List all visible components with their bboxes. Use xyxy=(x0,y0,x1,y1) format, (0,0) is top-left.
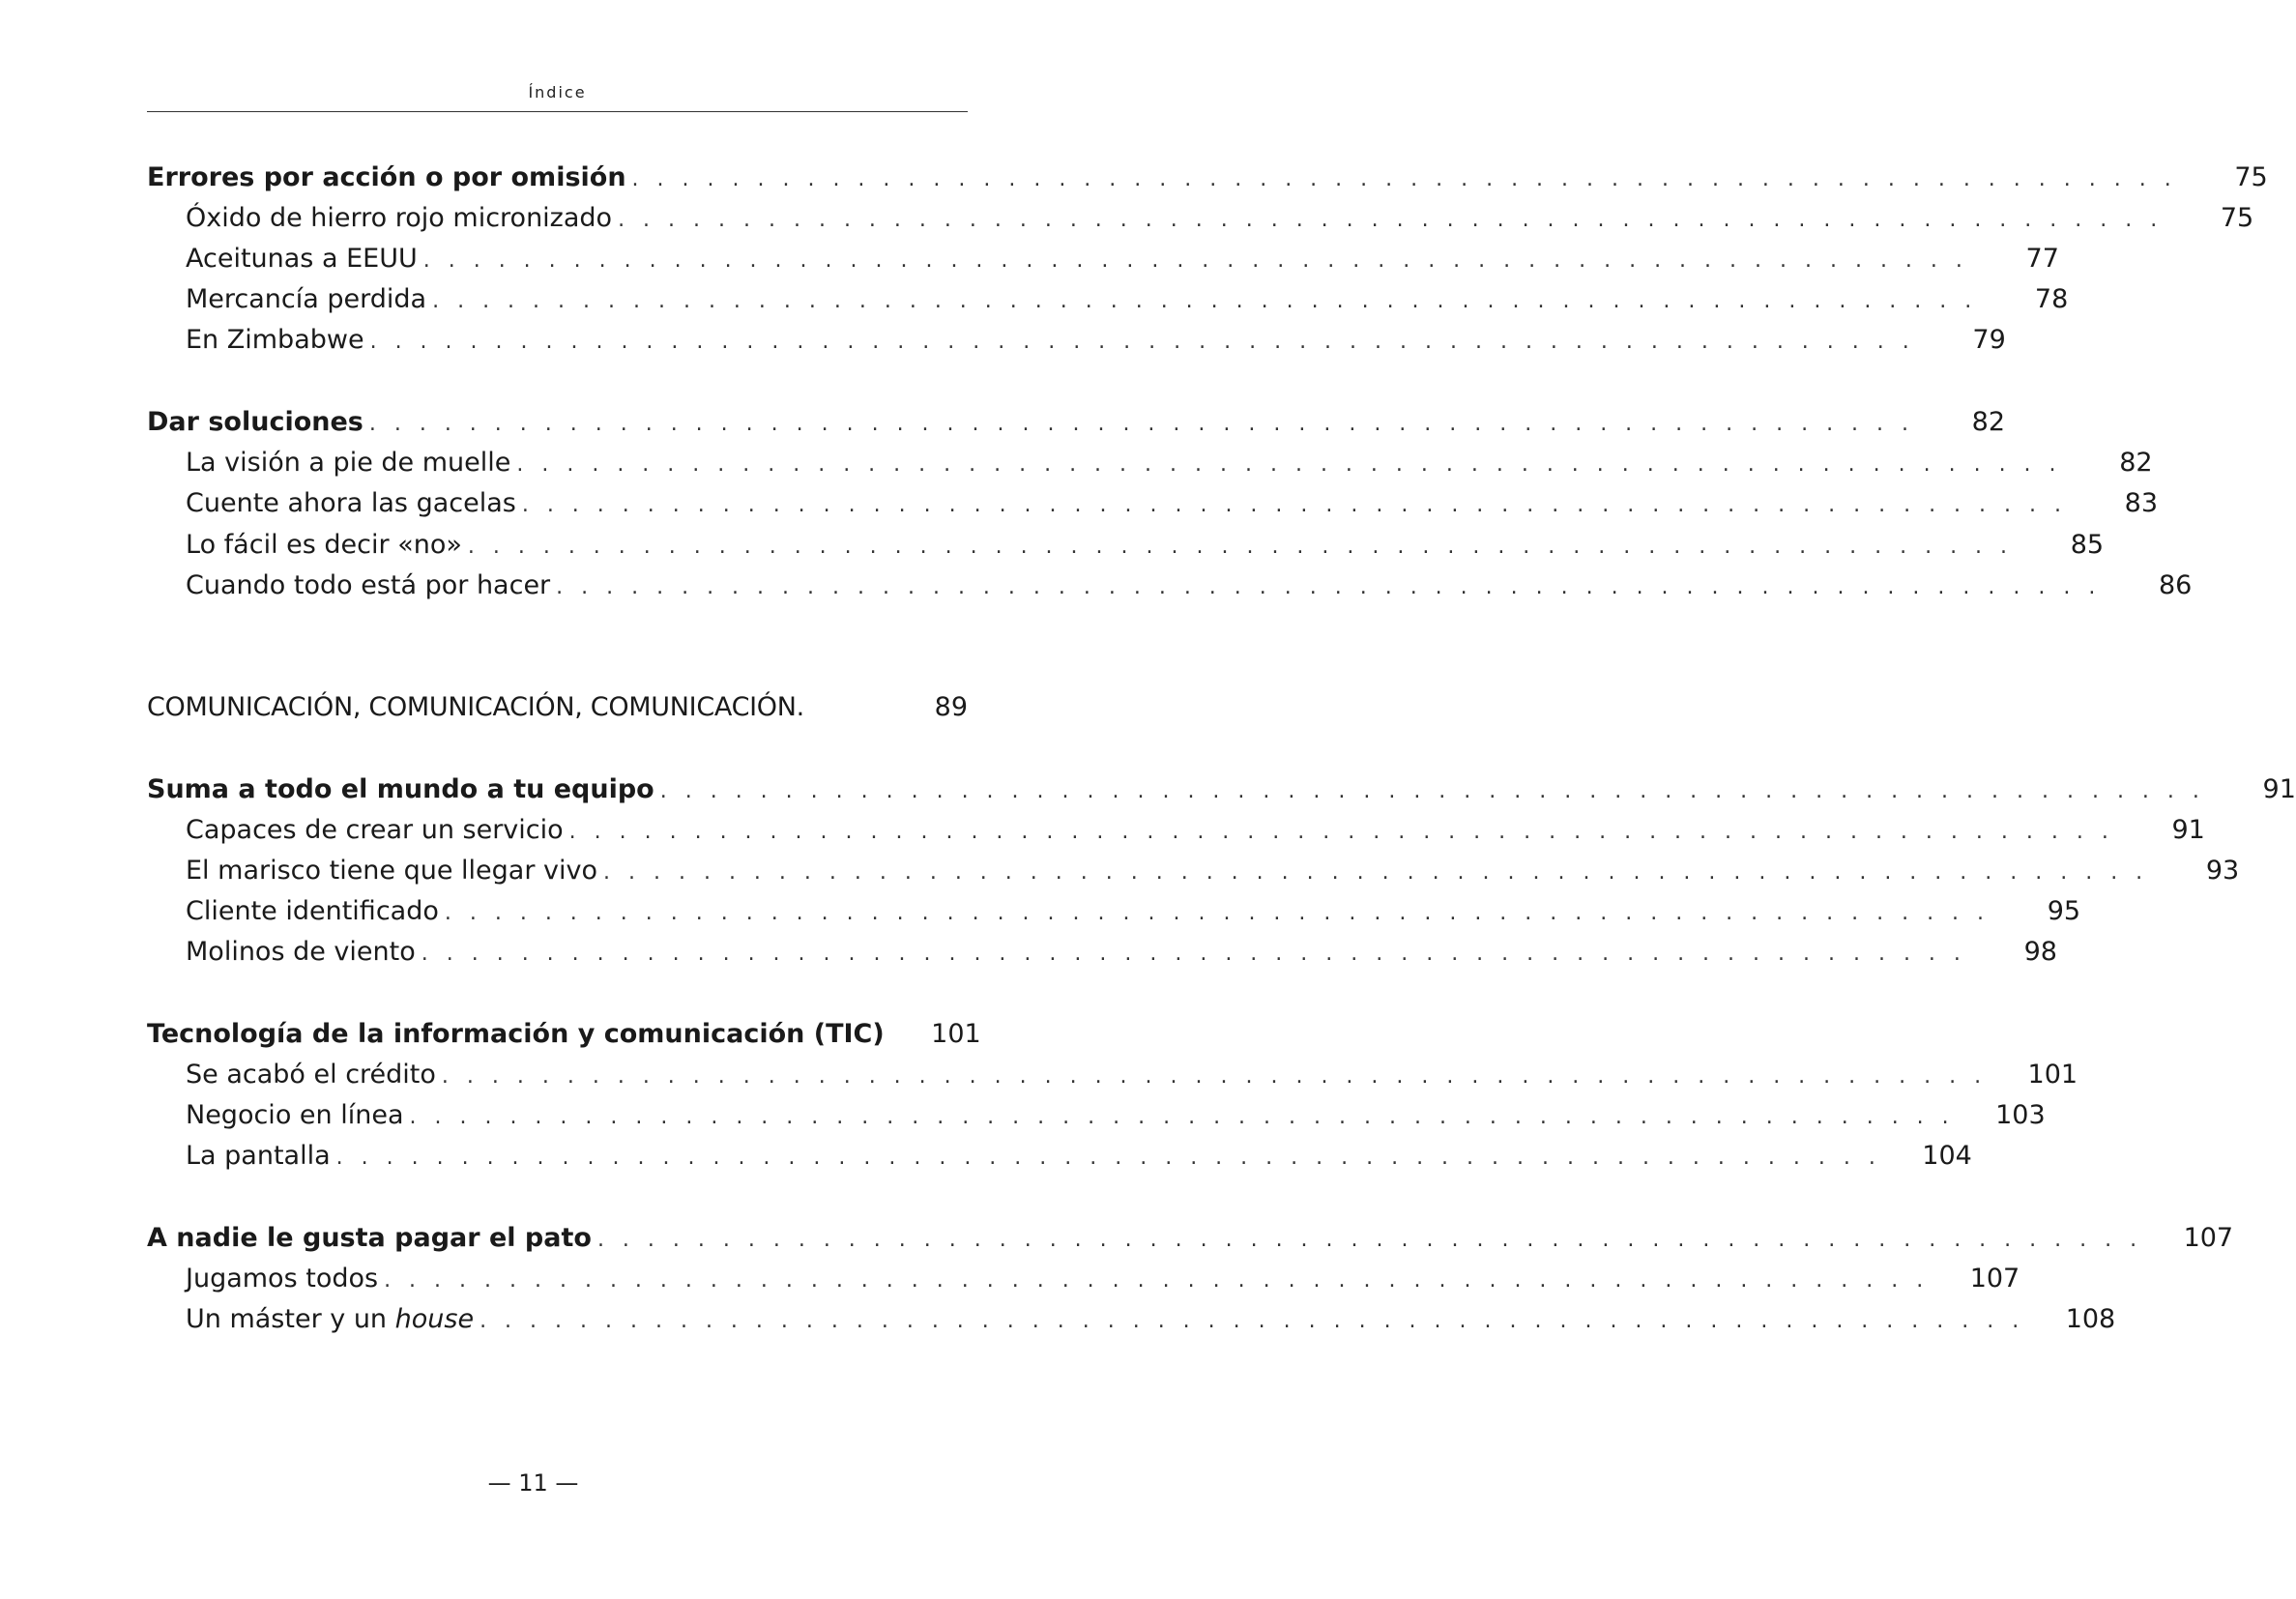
dot-leader: . . . . . . . . . . . . . . . . . . . . . . . . . . . . . . . . . . . . . . . . . . . . . . . . . . . . . . . . . . . . . . xyxy=(421,942,1966,966)
dot-leader: . . . . . . . . . . . . . . . . . . . . . . . . . . . . . . . . . . . . . . . . . . . . . . . . . . . . . . . . . . . . . . xyxy=(444,901,1991,925)
toc-entry-page: 75 xyxy=(2220,203,2254,233)
toc-entry-title-roman: Un máster y un xyxy=(186,1304,388,1334)
toc-entry[interactable] xyxy=(186,1056,2078,1094)
toc-entry[interactable] xyxy=(147,1015,981,1054)
toc-entry-page: 85 xyxy=(2070,530,2105,560)
toc-entry-title: Se acabó el crédito xyxy=(186,1060,436,1090)
toc-entry-page: 107 xyxy=(2183,1223,2234,1253)
toc-entry-title: COMUNICACIÓN, COMUNICACIÓN, COMUNICACIÓN. xyxy=(147,692,804,722)
toc-entry[interactable] xyxy=(186,280,2069,319)
toc-entry-title: Negocio en línea xyxy=(186,1100,404,1130)
running-title: Índice xyxy=(528,83,587,102)
toc-entry-page: 91 xyxy=(2262,774,2296,804)
toc-entry-page: 91 xyxy=(2171,815,2205,845)
toc-entry[interactable] xyxy=(186,321,2006,360)
dot-leader: . . . . . . . . . . . . . . . . . . . . . . . . . . . . . . . . . . . . . . . . . . . . . . . . . . . . . . . . . . . . . . xyxy=(556,575,2102,599)
dot-leader: . . . . . . . . . . . . . . . . . . . . . . . . . . . . . . . . . . . . . . . . . . . . . . . . . . . . . . . . . . . . . . xyxy=(335,1146,1881,1170)
toc-entry-page: 98 xyxy=(2023,937,2057,967)
toc-entry-page: 75 xyxy=(2234,162,2268,192)
dot-leader: . . . . . . . . . . . . . . . . . . . . . . . . . . . . . . . . . . . . . . . . . . . . . . . . . . . . . . . . . . . . . . xyxy=(432,289,1978,313)
toc-entry-page: 78 xyxy=(2034,284,2069,314)
toc-entry-page: 101 xyxy=(2027,1060,2078,1090)
toc-entry-page: 104 xyxy=(1922,1141,1972,1171)
toc-entry[interactable] xyxy=(186,1300,2116,1339)
dot-leader: . . . . . . . . . . . . . . . . . . . . . . . . . . . . . . . . . . . . . . . . . . . . . . . . . . . . . . . . . . . . . . xyxy=(521,493,2067,517)
toc-entry-page: 79 xyxy=(1972,325,2006,355)
toc-entry-title: A nadie le gusta pagar el pato xyxy=(147,1223,592,1253)
toc-entry-title: Cuando todo está por hacer xyxy=(186,570,551,600)
dot-leader: . . . . . . . . . . . . . . . . . . . . . . . . . . . . . . . . . . . . . . . . . . . . . . . . . . . . . . . . . . . . . . xyxy=(369,330,1915,354)
toc-entry-page: 101 xyxy=(931,1019,981,1049)
dot-leader: . . . . . . . . . . . . . . . . . . . . . . . . . . . . . . . . . . . . . . . . . . . . . . . . . . . . . . . . . . . . . . xyxy=(467,535,2014,559)
toc-entry-title-italic: house xyxy=(394,1304,475,1334)
toc-entry[interactable] xyxy=(186,1260,2020,1298)
toc-entry[interactable] xyxy=(147,159,2268,197)
toc-entry-page: 95 xyxy=(2047,896,2081,926)
toc-entry-title: Cliente identificado xyxy=(186,896,439,926)
toc-entry[interactable] xyxy=(186,484,2158,523)
toc-entry[interactable] xyxy=(186,811,2205,850)
dot-leader: . . . . . . . . . . . . . . . . . . . . . . . . . . . . . . . . . . . . . . . . . . . . . . . . . . . . . . . . . . . . . . xyxy=(422,248,1968,273)
toc-entry-page: 93 xyxy=(2205,856,2240,886)
toc-entry-page: 103 xyxy=(1995,1100,2046,1130)
toc-entry-title: Capaces de crear un servicio xyxy=(186,815,564,845)
toc-entry-title: Dar soluciones xyxy=(147,407,363,437)
toc-entry-title xyxy=(186,1300,474,1339)
dot-leader: . . . . . . . . . . . . . . . . . . . . . . . . . . . . . . . . . . . . . . . . . . . . . . . . . . . . . . . . . . . . . . xyxy=(659,779,2205,803)
toc-entry-title: Errores por acción o por omisión xyxy=(147,162,626,192)
toc-entry-title: Mercancía perdida xyxy=(186,284,427,314)
dot-leader: . . . . . . . . . . . . . . . . . . . . . . . . . . . . . . . . . . . . . . . . . . . . . . . . . . . . . . . . . . . . . . xyxy=(596,1228,2143,1252)
dot-leader: . . . . . . . . . . . . . . . . . . . . . . . . . . . . . . . . . . . . . . . . . . . . . . . . . . . . . . . . . . . . . . xyxy=(568,820,2114,844)
toc-entry-title: Molinos de viento xyxy=(186,937,416,967)
dot-leader: . . . . . . . . . . . . . . . . . . . . . . . . . . . . . . . . . . . . . . . . . . . . . . . . . . . . . . . . . . . . . . xyxy=(384,1268,1930,1293)
dot-leader: . . . . . . . . . . . . . . . . . . . . . . . . . . . . . . . . . . . . . . . . . . . . . . . . . . . . . . . . . . . . . . xyxy=(441,1064,1988,1089)
toc-entry[interactable] xyxy=(186,199,2254,238)
toc-entry[interactable] xyxy=(186,526,2105,565)
toc-entry[interactable] xyxy=(186,444,2153,482)
dot-leader: . . . . . . . . . . . . . . . . . . . . . . . . . . . . . . . . . . . . . . . . . . . . . . . . . . . . . . . . . . . . . . xyxy=(631,167,2177,191)
toc-entry-title: Cuente ahora las gacelas xyxy=(186,488,516,518)
header-rule xyxy=(147,111,968,112)
dot-leader: . . . . . . . . . . . . . . . . . . . . . . . . . . . . . . . . . . . . . . . . . . . . . . . . . . . . . . . . . . . . . . xyxy=(618,208,2164,232)
toc-entry[interactable] xyxy=(186,933,2057,972)
toc-entry[interactable] xyxy=(147,770,2296,809)
toc-entry[interactable] xyxy=(186,1096,2046,1135)
dot-leader: . . . . . . . . . . . . . . . . . . . . . . . . . . . . . . . . . . . . . . . . . . . . . . . . . . . . . . . . . . . . . . xyxy=(603,860,2149,885)
toc-entry[interactable] xyxy=(186,892,2081,931)
toc-part-entry[interactable] xyxy=(147,688,968,727)
toc-entry-title: Jugamos todos xyxy=(186,1264,379,1294)
toc-entry-title: La visión a pie de muelle xyxy=(186,448,511,478)
toc-entry-page: 82 xyxy=(2119,448,2153,478)
toc-entry-title: Óxido de hierro rojo micronizado xyxy=(186,203,613,233)
toc-entry-title: Suma a todo el mundo a tu equipo xyxy=(147,774,654,804)
toc-entry[interactable] xyxy=(186,240,2059,278)
toc-entry-title: En Zimbabwe xyxy=(186,325,364,355)
page-number: — 11 — xyxy=(487,1469,579,1497)
toc-entry-page: 107 xyxy=(1969,1264,2020,1294)
toc-entry-title: Lo fácil es decir «no» xyxy=(186,530,462,560)
dot-leader: . . . . . . . . . . . . . . . . . . . . . . . . . . . . . . . . . . . . . . . . . . . . . . . . . . . . . . . . . . . . . . xyxy=(368,412,1915,436)
toc-entry-page: 83 xyxy=(2124,488,2158,518)
dot-leader: . . . . . . . . . . . . . . . . . . . . . . . . . . . . . . . . . . . . . . . . . . . . . . . . . . . . . . . . . . . . . . xyxy=(480,1309,2025,1333)
dot-leader: . . . . . . . . . . . . . . . . . . . . . . . . . . . . . . . . . . . . . . . . . . . . . . . . . . . . . . . . . . . . . . xyxy=(409,1105,1955,1129)
toc-entry-title: Tecnología de la información y comunicación (TIC) xyxy=(147,1019,885,1049)
toc-entry-title: Aceitunas a EEUU xyxy=(186,244,418,274)
toc-entry-page: 89 xyxy=(934,692,968,722)
toc-entry[interactable] xyxy=(147,403,2006,442)
toc-entry[interactable] xyxy=(186,1137,1972,1176)
toc-entry[interactable] xyxy=(147,1219,2234,1258)
toc-entry-page: 108 xyxy=(2065,1304,2116,1334)
toc-entry-page: 86 xyxy=(2158,570,2193,600)
toc-entry[interactable] xyxy=(186,852,2240,890)
toc-entry-title: La pantalla xyxy=(186,1141,331,1171)
toc-entry[interactable] xyxy=(186,567,2193,605)
toc-entry-title: El marisco tiene que llegar vivo xyxy=(186,856,598,886)
dot-leader: . . . . . . . . . . . . . . . . . . . . . . . . . . . . . . . . . . . . . . . . . . . . . . . . . . . . . . . . . . . . . . xyxy=(516,452,2062,477)
running-head xyxy=(147,83,968,102)
toc-entry-page: 82 xyxy=(1971,407,2006,437)
toc-entry-page: 77 xyxy=(2025,244,2059,274)
